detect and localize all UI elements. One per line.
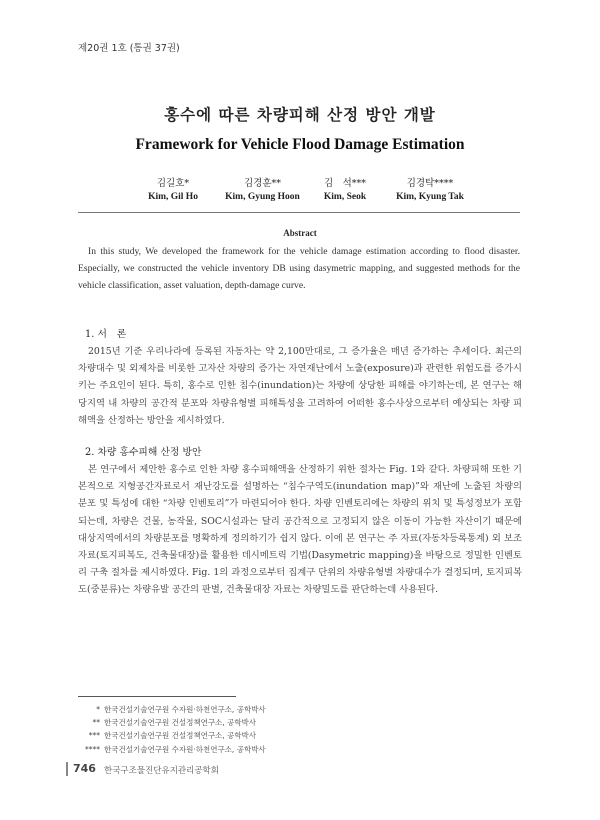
author [380,175,480,202]
author [210,175,315,202]
footnote-text: 한국건설기술연구원 건설정책연구소, 공학박사 [104,731,257,741]
section-body-introduction: 2015년 기준 우리나라에 등록된 자동차는 약 2,100만대로, 그 증가율은 매년 증가하는 추세이다. 최근의 차량대수 및 외제차를 비롯한 고자산 차량의 증가는 자연재난에서 노출(exposure)과 관련한 위험도를 증가시키는 주요인이 된다. 특히, 홍수로 인한 침수(inundation)는 차량에 상당한 피해를 야기하는데, 본 연구는 해당지역 내 차량의 공간적 분포와 차량유형별 피해특성을 고려하여 어떠한 홍수사상으로부터 예상되는 차량 피해액을 산정하는 방안을 제시하였다. [78,346,522,426]
footnote-mark: * [96,705,100,714]
footnote-text: 한국건설기술연구원 수자원·하천연구소, 공학박사 [104,744,266,754]
footer-journal-name: 한국구조물진단유지관리공학회 [104,766,219,776]
footnote-mark: *** [88,731,100,741]
footnote-mark: ** [92,718,100,728]
author-name-korean: 김 석*** [323,178,367,189]
author-name-english: Kim, Kyung Tak [396,192,464,202]
footnote-list [78,703,266,756]
footer-accent-bar [66,762,68,776]
page-number: 746 [73,762,96,775]
author [310,175,380,202]
footnote [78,729,266,742]
footnote-text: 한국건설기술연구원 건설정책연구소, 공학박사 [104,718,257,728]
footnote [78,716,266,729]
author [128,175,218,202]
author-name-english: Kim, Gil Ho [148,192,198,202]
paper-title-english: Framework for Vehicle Flood Damage Estimation [135,136,465,153]
footnote-text: 한국건설기술연구원 수자원·하천연구소, 공학박사 [104,705,266,714]
header-divider [78,212,520,213]
author-name-korean: 김길호* [156,178,190,189]
footnote [78,703,266,716]
section-heading-method: 2. 차량 홍수피해 산정 방안 [85,447,202,458]
section-body-method: 본 연구에서 제안한 홍수로 인한 차량 홍수피해액을 산정하기 위한 절차는 Fig. 1와 같다. 차량피해 또한 기본적으로 지형공간자료로서 재난강도를 설명하는 “침수구역도(inundation map)”와 재난에 노출된 차량의 분포 및 특성에 대한 “차량 인벤토리”가 마련되어야 한다. 차량 인벤토리에는 차량의 위치 및 특성정보가 포함되는데, 차량은 건물, 농작물, SOC시설과는 달리 공간적으로 고정되지 않은 이동이 가능한 자산이기 때문에 대상지역에서의 차량분포를 명확하게 정의하기가 쉽지 않다. 이에 본 연구는 주 자료(자동차등록통계) 외 보조자료(토지피복도, 건축물대장)를 활용한 데시메트릭 기법(Dasymetric mapping)을 바탕으로 정밀한 인벤토리 구축 절차를 제시하였다. Fig. 1의 과정으로부터 집계구 단위의 차량유형별 차량대수가 결정되며, 토지피복도(중분류)는 차량유발 공간의 판별, 건축물대장 자료는 차량밀도를 판단하는데 사용된다. [78,464,522,596]
author-name-korean: 김경탁**** [406,178,454,189]
journal-issue-header: 제20권 1호 (통권 37권) [78,43,180,54]
author-name-english: Kim, Seok [323,192,367,202]
footnote-mark: **** [85,744,100,754]
footnote-divider [78,696,236,697]
author-name-korean: 김경훈** [243,178,282,189]
author-name-english: Kim, Gyung Hoon [225,192,300,202]
footnote [78,743,266,756]
abstract-heading: Abstract [283,228,317,238]
section-heading-introduction: 1. 서 론 [85,329,127,340]
abstract-body: In this study, We developed the framework for the vehicle damage estimation according to flood disaster. Especially, we constructed the vehicle inventory DB using dasymetric mapping, and suggested methods for the vehicle classification, asset valuation, depth-damage curve. [78,246,520,291]
paper-title-korean: 홍수에 따른 차량피해 산정 방안 개발 [164,105,436,124]
